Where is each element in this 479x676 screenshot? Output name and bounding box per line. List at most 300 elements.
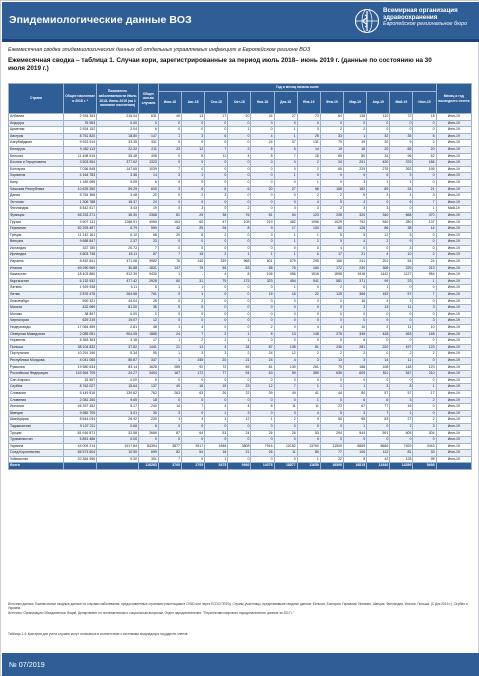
country-cell: Франция bbox=[9, 212, 64, 219]
value-cell: 96 bbox=[390, 153, 413, 160]
value-cell: 0 bbox=[413, 245, 436, 252]
value-cell: 18 bbox=[413, 114, 436, 121]
value-cell: 0 bbox=[228, 318, 251, 325]
value-cell: 5 bbox=[320, 199, 343, 206]
value-cell: 9430 bbox=[139, 272, 159, 279]
col-population-header: Общее население в 2018 г. * bbox=[64, 84, 97, 114]
value-cell: 0 bbox=[205, 206, 228, 213]
total-row bbox=[9, 463, 472, 470]
value-cell: 29 bbox=[182, 212, 205, 219]
value-cell: 3.18 bbox=[97, 338, 139, 345]
value-cell: 34 bbox=[228, 344, 251, 351]
value-cell: 0 bbox=[158, 437, 181, 444]
total-cell: 3700 bbox=[158, 463, 181, 470]
value-cell: 5 bbox=[344, 232, 367, 239]
value-cell: 2 bbox=[297, 160, 320, 167]
value-cell: 112 bbox=[367, 450, 390, 457]
value-cell: 1917.84 bbox=[97, 443, 139, 450]
table-row bbox=[9, 311, 472, 318]
value-cell: 0 bbox=[274, 325, 297, 332]
value-cell: 2 bbox=[182, 338, 205, 345]
value-cell: 16 bbox=[205, 450, 228, 457]
country-cell: Мальта bbox=[9, 305, 64, 312]
last-report-cell: Июн-19 bbox=[436, 114, 471, 121]
value-cell: 11 498 519 bbox=[64, 153, 97, 160]
value-cell: 229 bbox=[344, 166, 367, 173]
value-cell: 1127 bbox=[390, 272, 413, 279]
value-cell: 470 bbox=[413, 212, 436, 219]
value-cell: 0 bbox=[367, 338, 390, 345]
value-cell: 1 bbox=[158, 325, 181, 332]
country-cell: Германия bbox=[9, 226, 64, 233]
total-cell: 16815 bbox=[344, 463, 367, 470]
value-cell: 0 bbox=[228, 140, 251, 147]
value-cell: 0 bbox=[158, 206, 181, 213]
table-row bbox=[9, 423, 472, 430]
value-cell: 23 bbox=[390, 278, 413, 285]
value-cell: 84 bbox=[344, 390, 367, 397]
table-row bbox=[9, 160, 472, 167]
value-cell: 0 bbox=[158, 423, 181, 430]
value-cell: 2 bbox=[320, 127, 343, 134]
value-cell: 0 bbox=[182, 318, 205, 325]
value-cell: 2 bbox=[297, 239, 320, 246]
value-cell: 0 bbox=[390, 311, 413, 318]
last-report-cell: Июн-19 bbox=[436, 193, 471, 200]
country-cell: Таджикистан bbox=[9, 423, 64, 430]
value-cell: 60 bbox=[182, 219, 205, 226]
value-cell: 19 bbox=[320, 146, 343, 153]
total-cell bbox=[64, 463, 97, 470]
value-cell: 605 bbox=[390, 430, 413, 437]
value-cell: 4 bbox=[297, 410, 320, 417]
month-header: Окт-18 bbox=[228, 92, 251, 114]
value-cell: 65 bbox=[344, 417, 367, 424]
table-row bbox=[9, 206, 472, 213]
value-cell: 5.05 bbox=[97, 179, 139, 186]
value-cell: 294 bbox=[320, 430, 343, 437]
value-cell: 1 bbox=[297, 384, 320, 391]
value-cell: 0 bbox=[297, 311, 320, 318]
last-report-cell: Июн-19 bbox=[436, 166, 471, 173]
value-cell: 140 bbox=[182, 259, 205, 266]
value-cell: 5.17 bbox=[97, 404, 139, 411]
value-cell: 0 bbox=[251, 193, 274, 200]
value-cell: 0 bbox=[344, 311, 367, 318]
country-cell: Украина bbox=[9, 443, 64, 450]
country-cell: Эстония bbox=[9, 199, 64, 206]
value-cell: 73 bbox=[297, 114, 320, 121]
value-cell: 0 bbox=[205, 437, 228, 444]
value-cell: 0 bbox=[182, 179, 205, 186]
value-cell: 4 bbox=[367, 252, 390, 259]
value-cell: 0 bbox=[274, 318, 297, 325]
value-cell: 1 bbox=[320, 384, 343, 391]
country-cell: Румыния bbox=[9, 364, 64, 371]
value-cell: 0 bbox=[344, 120, 367, 127]
value-cell: 13 bbox=[367, 305, 390, 312]
value-cell: 147.65 bbox=[97, 166, 139, 173]
value-cell: 49 bbox=[158, 384, 181, 391]
value-cell: 24.27 bbox=[97, 371, 139, 378]
value-cell: 18 bbox=[344, 146, 367, 153]
value-cell: 0 bbox=[344, 245, 367, 252]
value-cell: 24 bbox=[251, 351, 274, 358]
table-title: Ежемесячная сводка – таблица 1. Случаи кори, зарегистрированные за период июль 2018– июнь 2019 г. (данные по состоянию на 30 июля 2019 г.) bbox=[8, 57, 432, 72]
value-cell: 1441 bbox=[139, 344, 159, 351]
country-cell: Армения bbox=[9, 127, 64, 134]
value-cell: 17 bbox=[413, 390, 436, 397]
value-cell: 0 bbox=[228, 193, 251, 200]
value-cell: 3 bbox=[297, 357, 320, 364]
last-report-cell: Июн-19 bbox=[436, 140, 471, 147]
value-cell: 11 bbox=[274, 450, 297, 457]
value-cell: 0 bbox=[182, 305, 205, 312]
value-cell: 0 bbox=[390, 437, 413, 444]
last-report-cell: Июн-19 bbox=[436, 364, 471, 371]
value-cell: 167 bbox=[158, 371, 181, 378]
value-cell: 0 bbox=[251, 179, 274, 186]
value-cell: 0 bbox=[344, 285, 367, 292]
value-cell: 18 403 860 bbox=[64, 272, 97, 279]
value-cell: 0 bbox=[320, 305, 343, 312]
value-cell: 0 bbox=[367, 377, 390, 384]
value-cell: 65 bbox=[228, 364, 251, 371]
value-cell: 12 bbox=[182, 146, 205, 153]
value-cell: 0 bbox=[228, 377, 251, 384]
value-cell: 0 bbox=[205, 239, 228, 246]
value-cell: 0 bbox=[205, 140, 228, 147]
value-cell: 105 bbox=[228, 219, 251, 226]
value-cell: 2 bbox=[297, 193, 320, 200]
value-cell: 2 bbox=[367, 325, 390, 332]
value-cell: 9 923 914 bbox=[64, 140, 97, 147]
value-cell: 9 bbox=[390, 239, 413, 246]
value-cell: 79 bbox=[320, 140, 343, 147]
value-cell: 0 bbox=[320, 377, 343, 384]
value-cell: 0 bbox=[205, 166, 228, 173]
value-cell: 82 bbox=[158, 450, 181, 457]
value-cell: 62 bbox=[413, 153, 436, 160]
last-report-cell: Июн-19 bbox=[436, 278, 471, 285]
value-cell: 163 bbox=[158, 219, 181, 226]
value-cell: 1 bbox=[367, 179, 390, 186]
country-cell: Республика Молдова bbox=[9, 357, 64, 364]
value-cell: 0 bbox=[158, 140, 181, 147]
value-cell: 21 bbox=[413, 186, 436, 193]
last-report-cell: Июн-19 bbox=[436, 160, 471, 167]
value-cell: 3 bbox=[390, 173, 413, 180]
value-cell: 3 bbox=[413, 318, 436, 325]
value-cell: 0 bbox=[158, 127, 181, 134]
last-report-cell: Июн-19 bbox=[436, 219, 471, 226]
value-cell: 1 bbox=[413, 206, 436, 213]
value-cell: 0 bbox=[413, 410, 436, 417]
value-cell: 291 bbox=[344, 160, 367, 167]
country-cell: Кипр bbox=[9, 179, 64, 186]
value-cell: 50 bbox=[320, 417, 343, 424]
last-report-cell: Июн-19 bbox=[436, 133, 471, 140]
last-report-cell: Июн-19 bbox=[436, 232, 471, 239]
value-cell: 3 bbox=[274, 410, 297, 417]
table-row bbox=[9, 325, 472, 332]
table-row bbox=[9, 298, 472, 305]
value-cell: 1 929 938 bbox=[64, 285, 97, 292]
country-cell: Италия bbox=[9, 265, 64, 272]
month-header: Янв-19 bbox=[297, 92, 320, 114]
table-row bbox=[9, 305, 472, 312]
value-cell: 331 bbox=[139, 140, 159, 147]
last-report-cell: Май-19 bbox=[436, 206, 471, 213]
last-report-cell: Июн-19 bbox=[436, 298, 471, 305]
value-cell: 11 bbox=[274, 404, 297, 411]
value-cell: 792 bbox=[344, 219, 367, 226]
value-cell: 761 bbox=[139, 292, 159, 299]
value-cell: 4 bbox=[320, 245, 343, 252]
value-cell: 7 bbox=[274, 384, 297, 391]
value-cell: 281 bbox=[344, 344, 367, 351]
last-report-cell: Июн-19 bbox=[436, 305, 471, 312]
measles-table bbox=[8, 83, 472, 470]
value-cell: 463 bbox=[390, 331, 413, 338]
value-cell: 0 bbox=[182, 166, 205, 173]
value-cell: 87 bbox=[251, 344, 274, 351]
value-cell: 2928 bbox=[139, 278, 159, 285]
value-cell: 1 bbox=[158, 357, 181, 364]
country-cell: Беларусь bbox=[9, 146, 64, 153]
value-cell: 5 542 517 bbox=[64, 206, 97, 213]
value-cell: 25 bbox=[297, 133, 320, 140]
value-cell: 482 bbox=[274, 219, 297, 226]
value-cell: 3 bbox=[182, 351, 205, 358]
value-cell: 220 bbox=[367, 344, 390, 351]
value-cell: 8 452 841 bbox=[64, 259, 97, 266]
value-cell: 0 bbox=[367, 120, 390, 127]
value-cell: 3.01 bbox=[97, 410, 139, 417]
value-cell: 301 bbox=[139, 456, 159, 463]
value-cell: 38 bbox=[205, 212, 228, 219]
last-report-cell: Июн-19 bbox=[436, 153, 471, 160]
value-cell: 2368 bbox=[139, 212, 159, 219]
value-cell: - bbox=[182, 272, 205, 279]
value-cell: 0 bbox=[274, 377, 297, 384]
value-cell: 0 bbox=[367, 199, 390, 206]
value-cell: 1268.91 bbox=[97, 219, 139, 226]
value-cell: 197 bbox=[390, 344, 413, 351]
value-cell: 2 bbox=[344, 351, 367, 358]
value-cell: 2 bbox=[297, 351, 320, 358]
value-cell: 27 bbox=[274, 186, 297, 193]
value-cell: 0 bbox=[390, 127, 413, 134]
value-cell: 152 bbox=[367, 292, 390, 299]
value-cell: 81 bbox=[251, 364, 274, 371]
value-cell: 0 bbox=[251, 199, 274, 206]
value-cell: 57 bbox=[390, 390, 413, 397]
table-row bbox=[9, 186, 472, 193]
col-rate-header: Показатель заболеваемости Июль 2018- Июнь 2019 (на 1 миллион населения) bbox=[97, 84, 139, 114]
value-cell: 82 293 457 bbox=[64, 226, 97, 233]
value-cell: 6 bbox=[344, 397, 367, 404]
value-cell: 3443 bbox=[413, 443, 436, 450]
country-cell: Латвия bbox=[9, 285, 64, 292]
value-cell: 8686 bbox=[367, 443, 390, 450]
value-cell: 0 bbox=[413, 311, 436, 318]
table-row bbox=[9, 179, 472, 186]
value-cell: 0 bbox=[390, 206, 413, 213]
value-cell: 26 bbox=[251, 450, 274, 457]
value-cell: 0 bbox=[182, 160, 205, 167]
country-cell: Черногория bbox=[9, 318, 64, 325]
value-cell: 1 bbox=[228, 331, 251, 338]
value-cell: 65 233 271 bbox=[64, 212, 97, 219]
last-report-cell: Июн-19 bbox=[436, 423, 471, 430]
value-cell: 0 bbox=[274, 437, 297, 444]
value-cell: 57 bbox=[367, 390, 390, 397]
value-cell: 3 bbox=[274, 206, 297, 213]
value-cell: 0 bbox=[251, 423, 274, 430]
value-cell: 26 bbox=[274, 430, 297, 437]
value-cell: 80 bbox=[297, 450, 320, 457]
value-cell: 0 bbox=[413, 173, 436, 180]
value-cell: 6 bbox=[139, 127, 159, 134]
value-cell: 0 bbox=[139, 437, 159, 444]
value-cell: 5 bbox=[274, 146, 297, 153]
value-cell: 39 bbox=[251, 390, 274, 397]
value-cell: 32.58 bbox=[97, 430, 139, 437]
value-cell: 2 bbox=[228, 206, 251, 213]
value-cell: 0 bbox=[390, 318, 413, 325]
value-cell: 591 bbox=[367, 430, 390, 437]
value-cell: 7 bbox=[413, 199, 436, 206]
value-cell: 2 934 363 bbox=[64, 114, 97, 121]
value-cell: 22.32 bbox=[97, 146, 139, 153]
value-cell: 2 bbox=[274, 417, 297, 424]
value-cell: 3 bbox=[205, 351, 228, 358]
subtitle: Ежемесячная сводка эпидемиологических данных об отдельных управляемых инфекциях в Европейском регионе ВОЗ bbox=[8, 47, 311, 53]
value-cell: 581 bbox=[320, 278, 343, 285]
value-cell: 0 bbox=[297, 245, 320, 252]
value-cell: 76 bbox=[274, 265, 297, 272]
value-cell: 20 bbox=[413, 146, 436, 153]
total-cell: 18877 bbox=[274, 463, 297, 470]
value-cell: 20 bbox=[367, 146, 390, 153]
table-row bbox=[9, 292, 472, 299]
col-country-header: Страна bbox=[9, 84, 64, 114]
value-cell: 0 bbox=[320, 423, 343, 430]
table-row bbox=[9, 384, 472, 391]
value-cell: 4 bbox=[182, 417, 205, 424]
value-cell: 0 bbox=[228, 456, 251, 463]
table-row bbox=[9, 456, 472, 463]
value-cell: 0 bbox=[320, 397, 343, 404]
value-cell: 2 934 152 bbox=[64, 127, 97, 134]
table-row bbox=[9, 285, 472, 292]
country-cell: Нидерланды bbox=[9, 325, 64, 332]
value-cell: 0 bbox=[158, 377, 181, 384]
org-name bbox=[383, 7, 478, 29]
value-cell: 14 bbox=[297, 146, 320, 153]
value-cell: 0 bbox=[205, 160, 228, 167]
value-cell: 8 bbox=[182, 232, 205, 239]
value-cell: 0 bbox=[251, 127, 274, 134]
value-cell: 92 bbox=[182, 364, 205, 371]
table-row bbox=[9, 371, 472, 378]
value-cell: 0 bbox=[344, 437, 367, 444]
value-cell: 0 bbox=[205, 179, 228, 186]
country-cell: Норвегия bbox=[9, 338, 64, 345]
value-cell: 4 bbox=[228, 153, 251, 160]
country-cell: Российская Федерация bbox=[9, 371, 64, 378]
value-cell: 0 bbox=[158, 160, 181, 167]
value-cell: 108 bbox=[367, 364, 390, 371]
value-cell: 16 bbox=[182, 384, 205, 391]
value-cell: 8 544 034 bbox=[64, 417, 97, 424]
value-cell: 76 bbox=[158, 259, 181, 266]
value-cell: 65 bbox=[320, 153, 343, 160]
value-cell: 1039 bbox=[139, 166, 159, 173]
value-cell: 9 bbox=[367, 318, 390, 325]
last-report-cell: Июн-19 bbox=[436, 259, 471, 266]
page-title: Эпидемиологические данные ВОЗ bbox=[9, 14, 192, 26]
value-cell: 219 bbox=[251, 219, 274, 226]
last-report-cell: Июн-19 bbox=[436, 318, 471, 325]
value-cell: 17 084 459 bbox=[64, 325, 97, 332]
value-cell: 86 bbox=[367, 226, 390, 233]
col-month-group-header: Год и месяц начала сыпи bbox=[158, 84, 436, 92]
value-cell: 2 bbox=[390, 423, 413, 430]
value-cell: 56 bbox=[205, 265, 228, 272]
value-cell: 7 bbox=[274, 153, 297, 160]
value-cell: 81 bbox=[390, 450, 413, 457]
value-cell: 2 bbox=[413, 252, 436, 259]
value-cell: 0 bbox=[251, 437, 274, 444]
total-cell: 16590 bbox=[320, 463, 343, 470]
value-cell: 19.07 bbox=[97, 318, 139, 325]
value-cell: 0 bbox=[367, 311, 390, 318]
value-cell: 0 bbox=[205, 285, 228, 292]
value-cell: 295 bbox=[297, 259, 320, 266]
value-cell: 8 751 820 bbox=[64, 133, 97, 140]
country-cell: Бельгия bbox=[9, 153, 64, 160]
value-cell: 0 bbox=[297, 423, 320, 430]
value-cell: 904.05 bbox=[97, 331, 139, 338]
value-cell: 0 bbox=[182, 245, 205, 252]
last-report-cell: Июн-19 bbox=[436, 226, 471, 233]
value-cell: 5 bbox=[158, 305, 181, 312]
value-cell: 14 bbox=[413, 226, 436, 233]
table-row bbox=[9, 193, 472, 200]
value-cell: 58 bbox=[251, 265, 274, 272]
value-cell: 0 bbox=[413, 437, 436, 444]
value-cell: 11 bbox=[205, 153, 228, 160]
value-cell: 3982 bbox=[139, 259, 159, 266]
value-cell: 471.08 bbox=[97, 259, 139, 266]
country-cell: Монако bbox=[9, 311, 64, 318]
value-cell: 0 bbox=[251, 397, 274, 404]
value-cell: 26.92 bbox=[97, 417, 139, 424]
value-cell: 10 bbox=[390, 252, 413, 259]
value-cell: 280 bbox=[390, 219, 413, 226]
value-cell: 3 bbox=[158, 410, 181, 417]
table-row bbox=[9, 245, 472, 252]
value-cell: 1 bbox=[274, 232, 297, 239]
last-report-cell: Июн-19 bbox=[436, 410, 471, 417]
value-cell: 1 bbox=[413, 278, 436, 285]
value-cell: 2 bbox=[205, 232, 228, 239]
value-cell: 0 bbox=[228, 166, 251, 173]
value-cell: 2 081 260 bbox=[64, 397, 97, 404]
country-cell: Босния и Герцеговина bbox=[9, 160, 64, 167]
